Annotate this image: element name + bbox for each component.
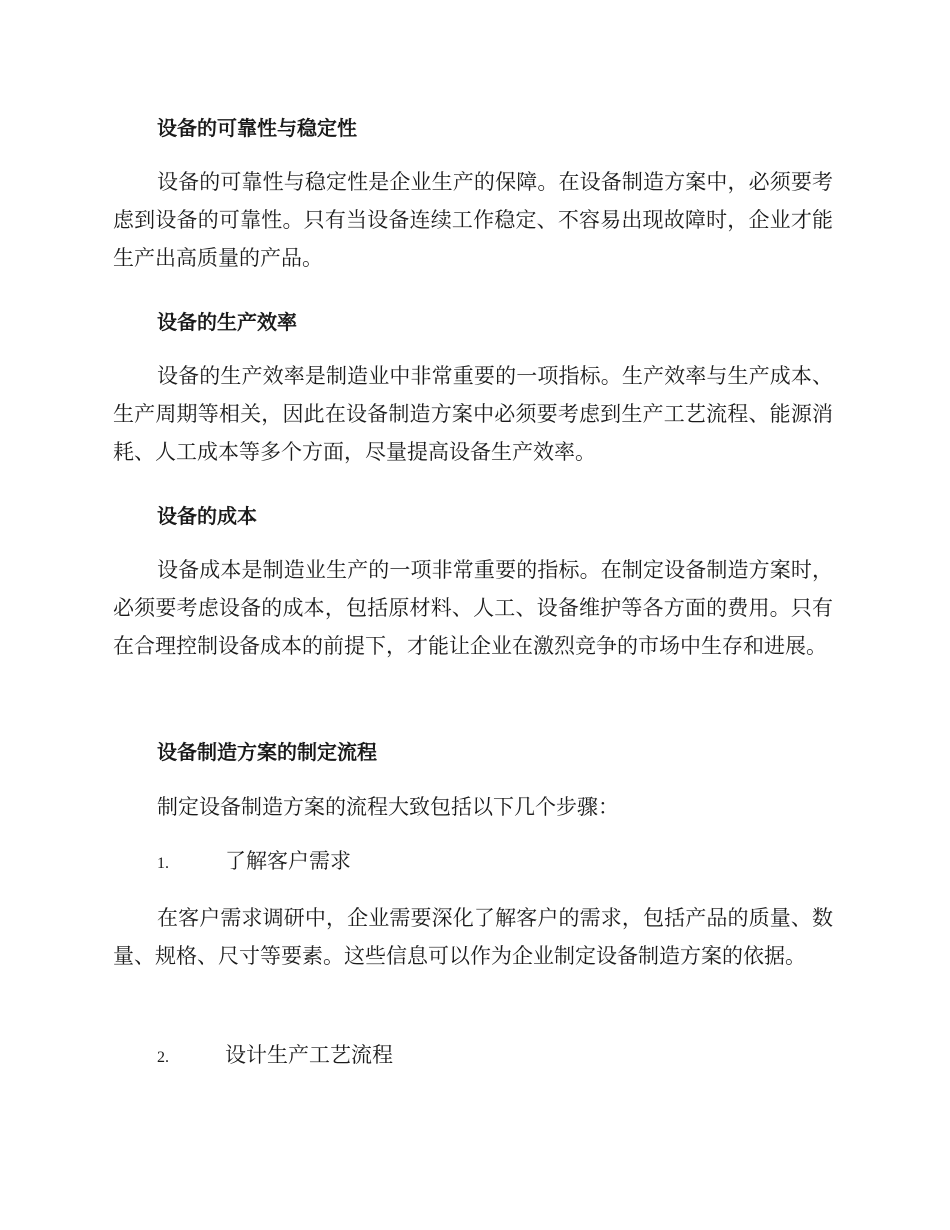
list-number: 2. [157,1049,169,1066]
list-title: 了解客户需求 [225,849,351,873]
section-body-cost: 设备成本是制造业生产的一项非常重要的指标。在制定设备制造方案时，必须要考虑设备的成本，包括原材料、人工、设备维护等各方面的费用。只有在合理控制设备成本的前提下，才能让企业在激烈竞争的市场中生存和进展。 [113,558,833,658]
section-heading-efficiency: 设备的生产效率 [157,310,297,334]
section-heading-reliability: 设备的可靠性与稳定性 [157,116,357,140]
list-item-step-1 [157,846,351,876]
section-heading-process: 设备制造方案的制定流程 [157,740,377,764]
section-heading-cost: 设备的成本 [157,504,257,528]
list-item-step-2 [157,1040,393,1070]
process-intro: 制定设备制造方案的流程大致包括以下几个步骤： [157,795,619,819]
step-1-body: 在客户需求调研中，企业需要深化了解客户的需求，包括产品的质量、数量、规格、尺寸等要素。这些信息可以作为企业制定设备制造方案的依据。 [113,906,833,968]
list-title: 设计生产工艺流程 [225,1043,393,1067]
section-body-reliability: 设备的可靠性与稳定性是企业生产的保障。在设备制造方案中，必须要考虑到设备的可靠性。只有当设备连续工作稳定、不容易出现故障时，企业才能生产出高质量的产品。 [113,170,833,270]
list-number: 1. [157,855,169,872]
section-body-efficiency: 设备的生产效率是制造业中非常重要的一项指标。生产效率与生产成本、生产周期等相关，因此在设备制造方案中必须要考虑到生产工艺流程、能源消耗、人工成本等多个方面，尽量提高设备生产效率。 [113,364,833,464]
